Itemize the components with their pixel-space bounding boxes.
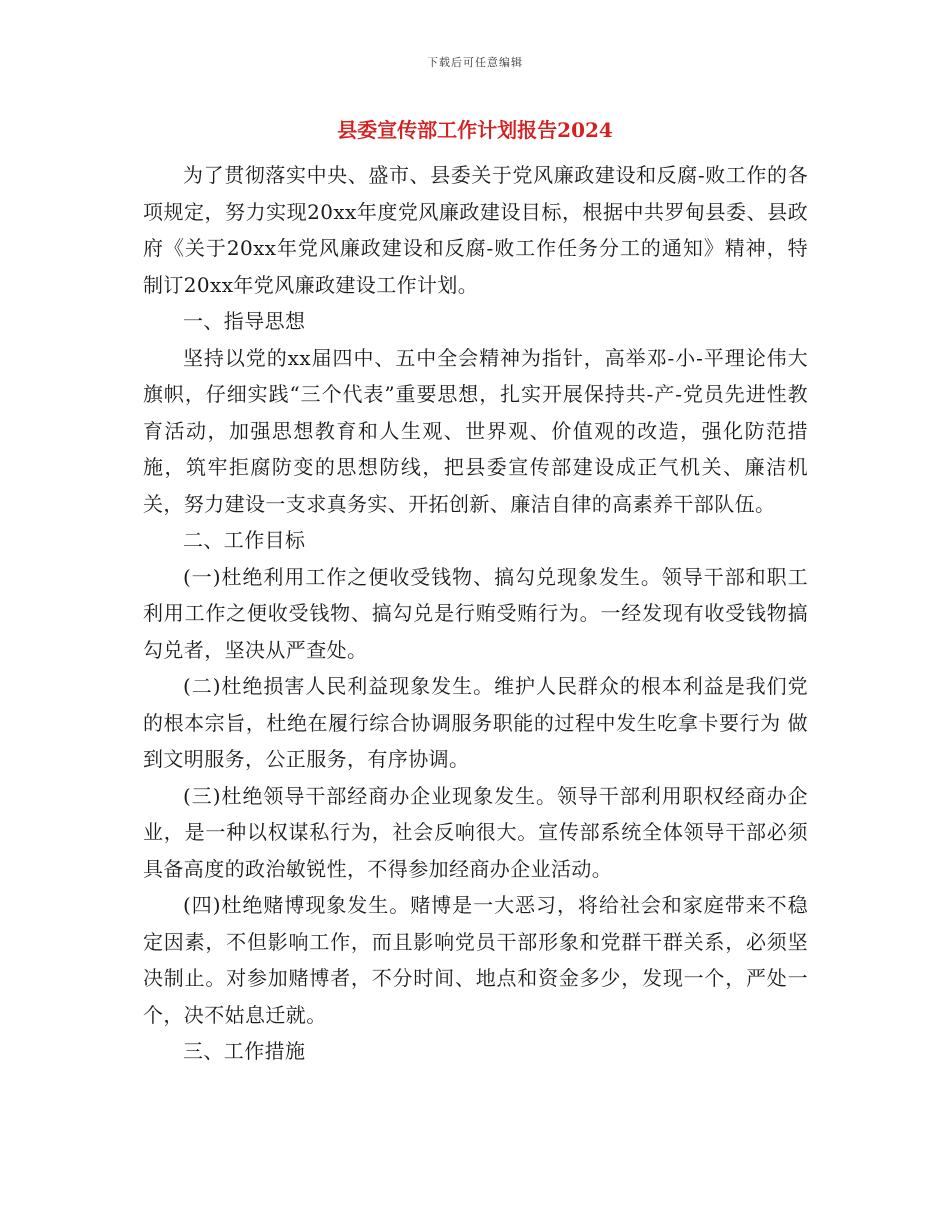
goal-item-2: (二)杜绝损害人民利益现象发生。维护人民群众的根本利益是我们党的根本宗旨，杜绝在履行综合协调服务职能的过程中发生吃拿卡要行为 做到文明服务，公正服务，有序协调。 xyxy=(143,674,808,771)
intro-paragraph: 为了贯彻落实中央、盛市、县委关于党风廉政建设和反腐-败工作的各项规定，努力实现20xx年度党风廉政建设目标，根据中共罗甸县委、县政府《关于20xx年党风廉政建设和反腐-败工作任务分工的通知》精神，特制订20xx年党风廉政建设工作计划。 xyxy=(143,163,808,297)
section-heading-work-measures: 三、工作措施 xyxy=(183,1039,306,1063)
document-body xyxy=(143,157,808,1070)
header-note: 下载后可任意编辑 xyxy=(427,56,523,69)
goal-item-1: (一)杜绝利用工作之便收受钱物、搞勾兑现象发生。领导干部和职工利用工作之便收受钱物、搞勾兑是行贿受贿行为。一经发现有收受钱物搞勾兑者，坚决从严查处。 xyxy=(143,564,808,662)
section-heading-guiding-ideology: 一、指导思想 xyxy=(183,309,306,333)
section-heading-work-goals: 二、工作目标 xyxy=(183,528,306,552)
guiding-ideology-paragraph: 坚持以党的xx届四中、五中全会精神为指针，高举邓-小-平理论伟大旗帜，仔细实践“三个代表”重要思想，扎实开展保持共-产-党员先进性教育活动，加强思想教育和人生观、世界观、价值观的改造，强化防范措施，筑牢拒腐防变的思想防线，把县委宣传部建设成正气机关、廉洁机关，努力建设一支求真务实、开拓创新、廉洁自律的高素养干部队伍。 xyxy=(143,345,808,516)
document-title: 县委宣传部工作计划报告2024 xyxy=(337,118,613,142)
goal-item-3: (三)杜绝领导干部经商办企业现象发生。领导干部利用职权经商办企业，是一种以权谋私行为，社会反响很大。宣传部系统全体领导干部必须具备高度的政治敏锐性，不得参加经商办企业活动。 xyxy=(143,783,808,881)
goal-item-4: (四)杜绝赌博现象发生。赌博是一大恶习，将给社会和家庭带来不稳定因素，不但影响工作，而且影响党员干部形象和党群干群关系，必须坚决制止。对参加赌博者，不分时间、地点和资金多少，发现一个，严处一个，决不姑息迁就。 xyxy=(143,893,808,1027)
